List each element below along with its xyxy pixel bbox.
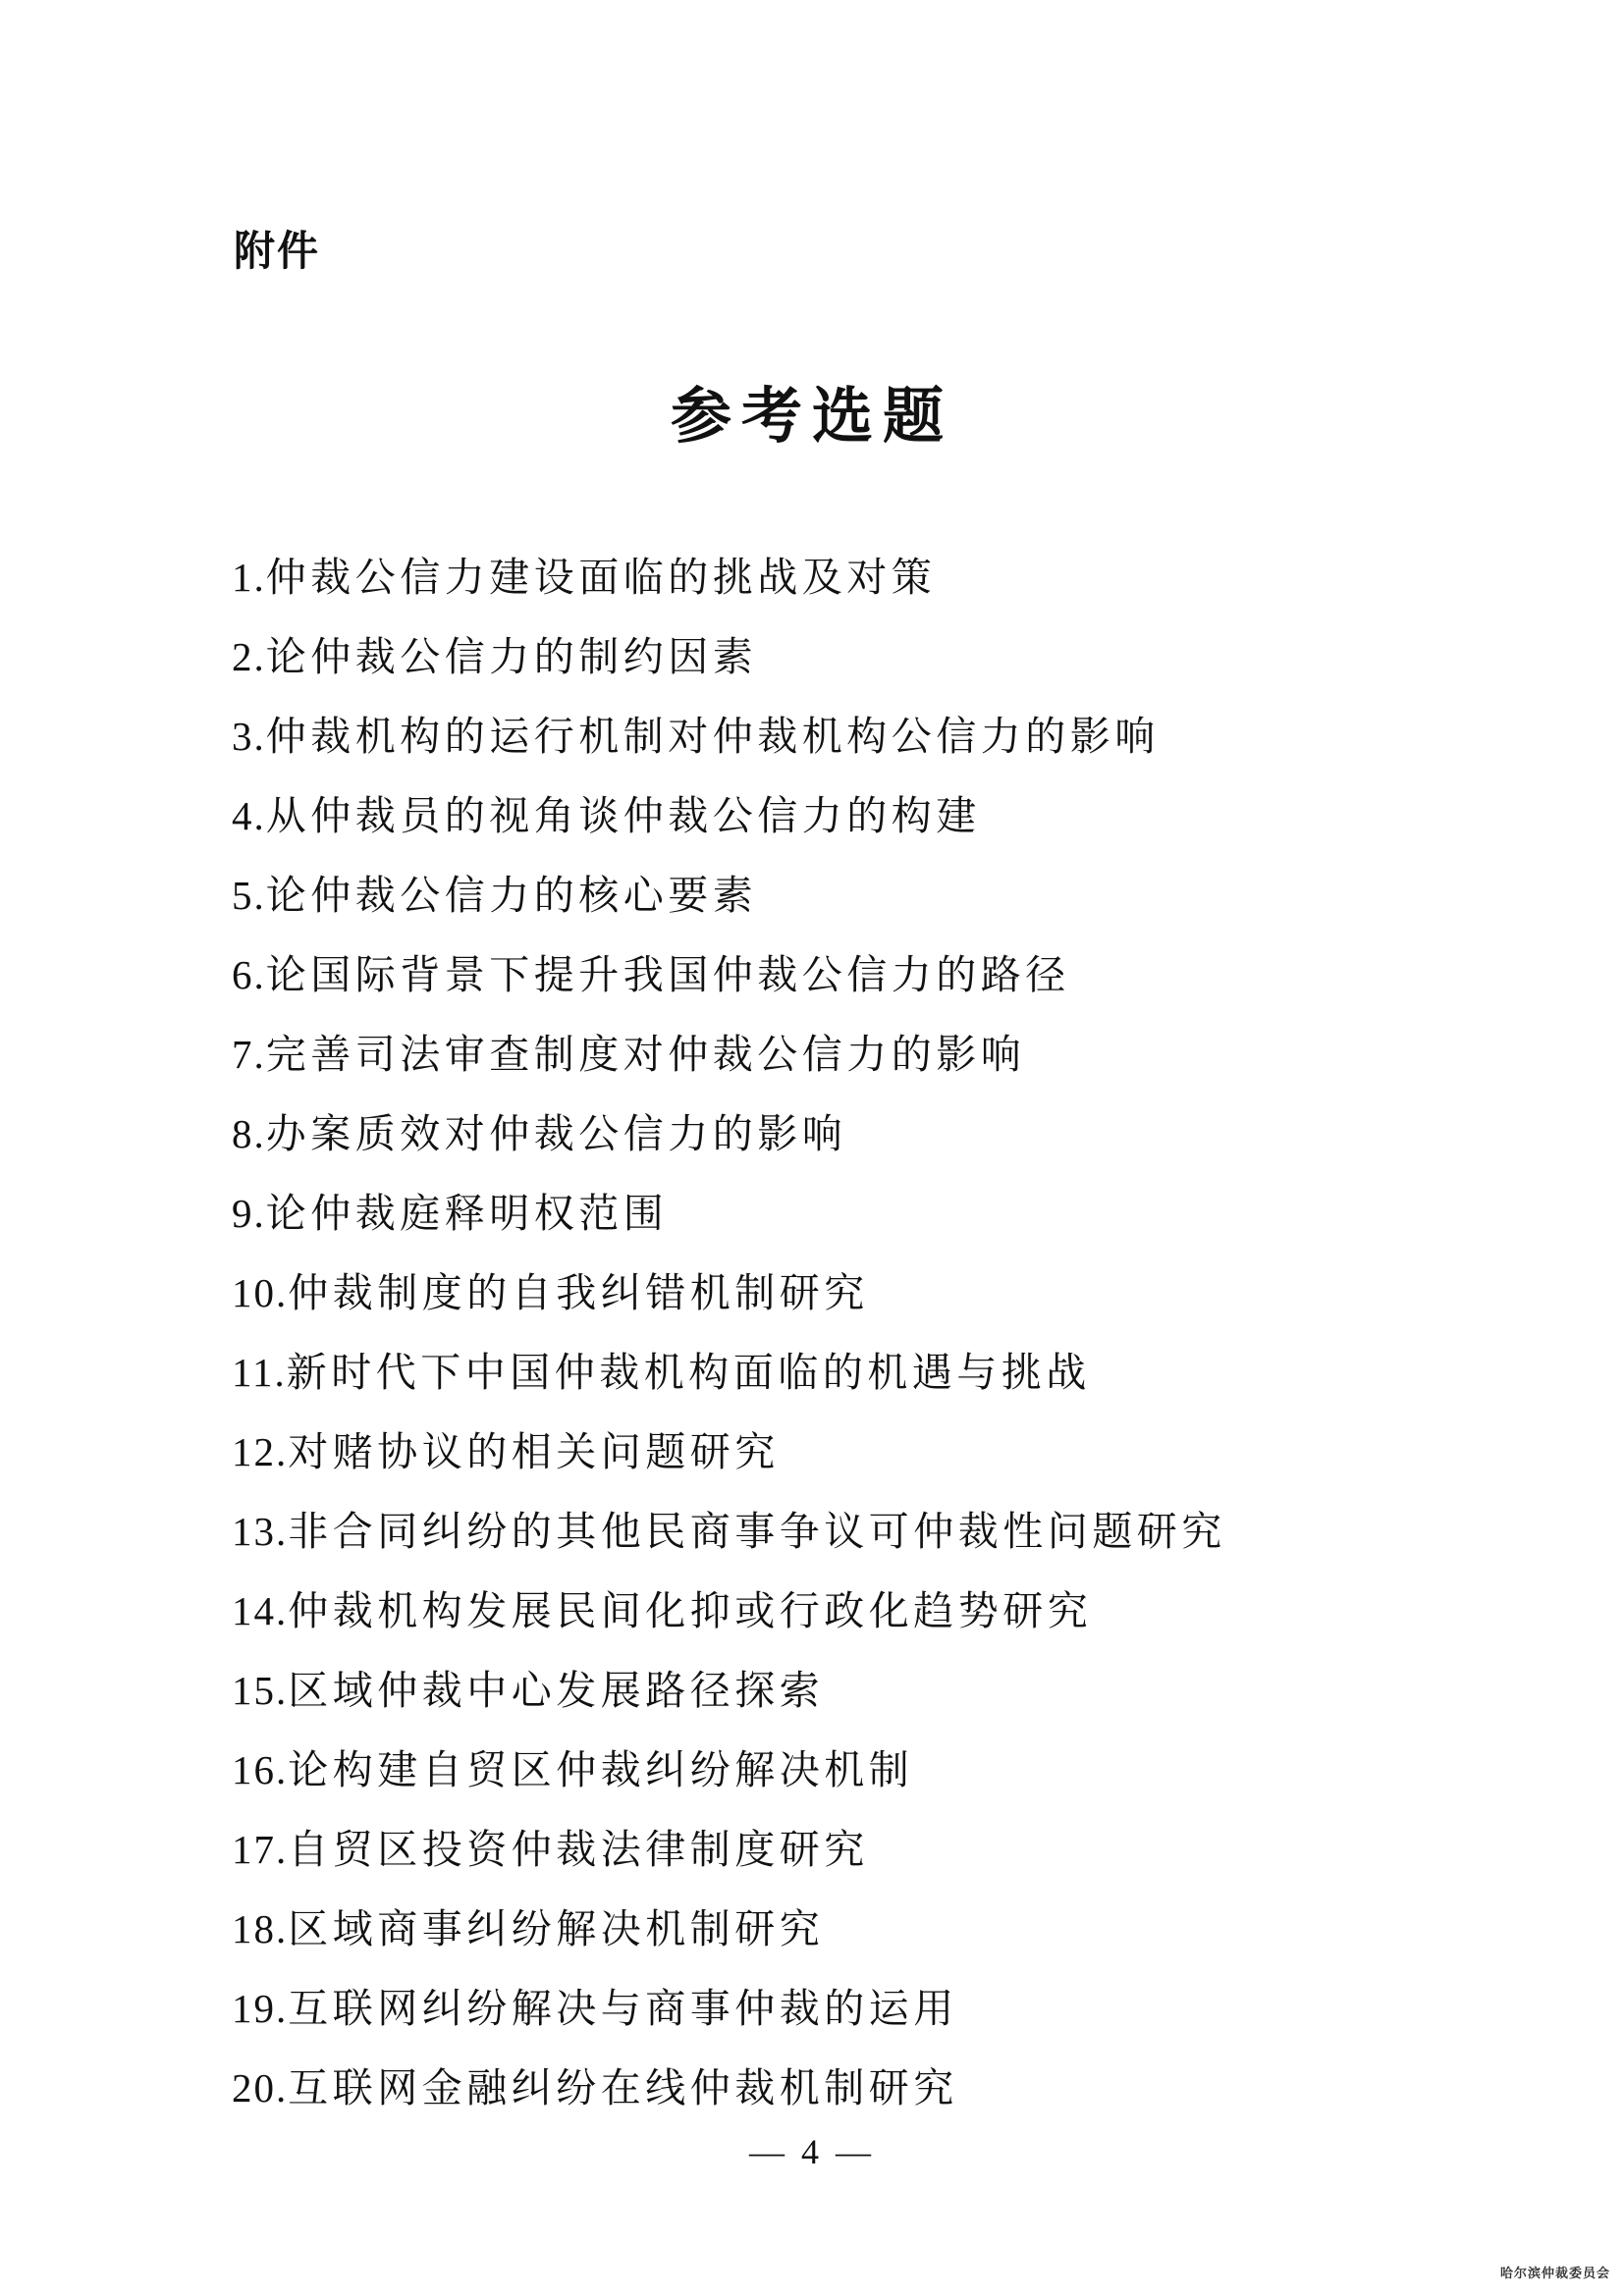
topic-text: 对赌协议的相关问题研究 xyxy=(288,1428,780,1475)
list-item xyxy=(232,697,1469,776)
topic-text: 区域仲裁中心发展路径探索 xyxy=(288,1667,825,1714)
topic-text: 仲裁公信力建设面临的挑战及对策 xyxy=(265,554,937,601)
topic-text: 新时代下中国仲裁机构面临的机遇与挑战 xyxy=(286,1349,1091,1396)
topic-list xyxy=(232,538,1469,2128)
topic-number: 16. xyxy=(232,1747,289,1792)
list-item xyxy=(232,776,1469,856)
topic-number: 9. xyxy=(232,1191,266,1236)
attachment-label: 附件 xyxy=(234,227,321,275)
list-item xyxy=(232,1095,1469,1174)
topic-number: 13. xyxy=(232,1509,289,1554)
topic-number: 1. xyxy=(232,555,266,600)
topic-text: 论仲裁公信力的制约因素 xyxy=(265,633,758,680)
list-item xyxy=(232,1015,1469,1095)
topic-number: 15. xyxy=(232,1668,289,1713)
topic-text: 论仲裁庭释明权范围 xyxy=(265,1190,669,1237)
topic-number: 2. xyxy=(232,634,266,679)
list-item xyxy=(232,935,1469,1015)
topic-text: 区域商事纠纷解决机制研究 xyxy=(288,1905,825,1952)
list-item xyxy=(232,1572,1469,1651)
list-item xyxy=(232,1969,1469,2049)
topic-text: 互联网金融纠纷在线仲裁机制研究 xyxy=(288,2064,958,2111)
topic-text: 论国际背景下提升我国仲裁公信力的路径 xyxy=(265,951,1070,998)
topic-number: 6. xyxy=(232,952,266,997)
list-item xyxy=(232,538,1469,617)
topic-number: 4. xyxy=(232,793,266,838)
watermark: 哈尔滨仲裁委员会 xyxy=(1499,2267,1610,2281)
topic-number: 7. xyxy=(232,1032,266,1077)
list-item xyxy=(232,1333,1469,1413)
list-item xyxy=(232,1254,1469,1333)
topic-number: 3. xyxy=(232,714,266,759)
topic-number: 20. xyxy=(232,2065,289,2110)
topic-text: 论仲裁公信力的核心要素 xyxy=(265,872,758,919)
topic-number: 18. xyxy=(232,1906,289,1951)
page-title: 参考选题 xyxy=(670,380,953,452)
topic-number: 10. xyxy=(232,1270,289,1315)
topic-text: 自贸区投资仲裁法律制度研究 xyxy=(288,1826,869,1873)
topic-text: 互联网纠纷解决与商事仲裁的运用 xyxy=(288,1985,958,2032)
list-item xyxy=(232,1731,1469,1810)
topic-number: 12. xyxy=(232,1429,289,1474)
topic-number: 11. xyxy=(232,1350,287,1395)
topic-number: 17. xyxy=(232,1827,289,1872)
list-item xyxy=(232,1413,1469,1492)
list-item xyxy=(232,1174,1469,1254)
topic-text: 仲裁机构的运行机制对仲裁机构公信力的影响 xyxy=(265,713,1160,760)
list-item xyxy=(232,1890,1469,1969)
page-number: — 4 — xyxy=(749,2132,875,2171)
topic-number: 14. xyxy=(232,1588,289,1633)
list-item xyxy=(232,856,1469,935)
topic-number: 19. xyxy=(232,1986,289,2031)
list-item xyxy=(232,2049,1469,2128)
topic-text: 完善司法审查制度对仲裁公信力的影响 xyxy=(265,1031,1026,1078)
topic-text: 仲裁机构发展民间化抑或行政化趋势研究 xyxy=(288,1587,1093,1634)
topic-number: 8. xyxy=(232,1111,266,1156)
list-item xyxy=(232,617,1469,697)
list-item xyxy=(232,1651,1469,1731)
list-item xyxy=(232,1810,1469,1890)
topic-text: 办案质效对仲裁公信力的影响 xyxy=(265,1110,847,1157)
topic-number: 5. xyxy=(232,873,266,918)
topic-text: 从仲裁员的视角谈仲裁公信力的构建 xyxy=(265,792,981,839)
topic-text: 仲裁制度的自我纠错机制研究 xyxy=(288,1269,869,1316)
list-item xyxy=(232,1492,1469,1572)
topic-text: 论构建自贸区仲裁纠纷解决机制 xyxy=(288,1746,914,1793)
topic-text: 非合同纠纷的其他民商事争议可仲裁性问题研究 xyxy=(288,1508,1226,1555)
